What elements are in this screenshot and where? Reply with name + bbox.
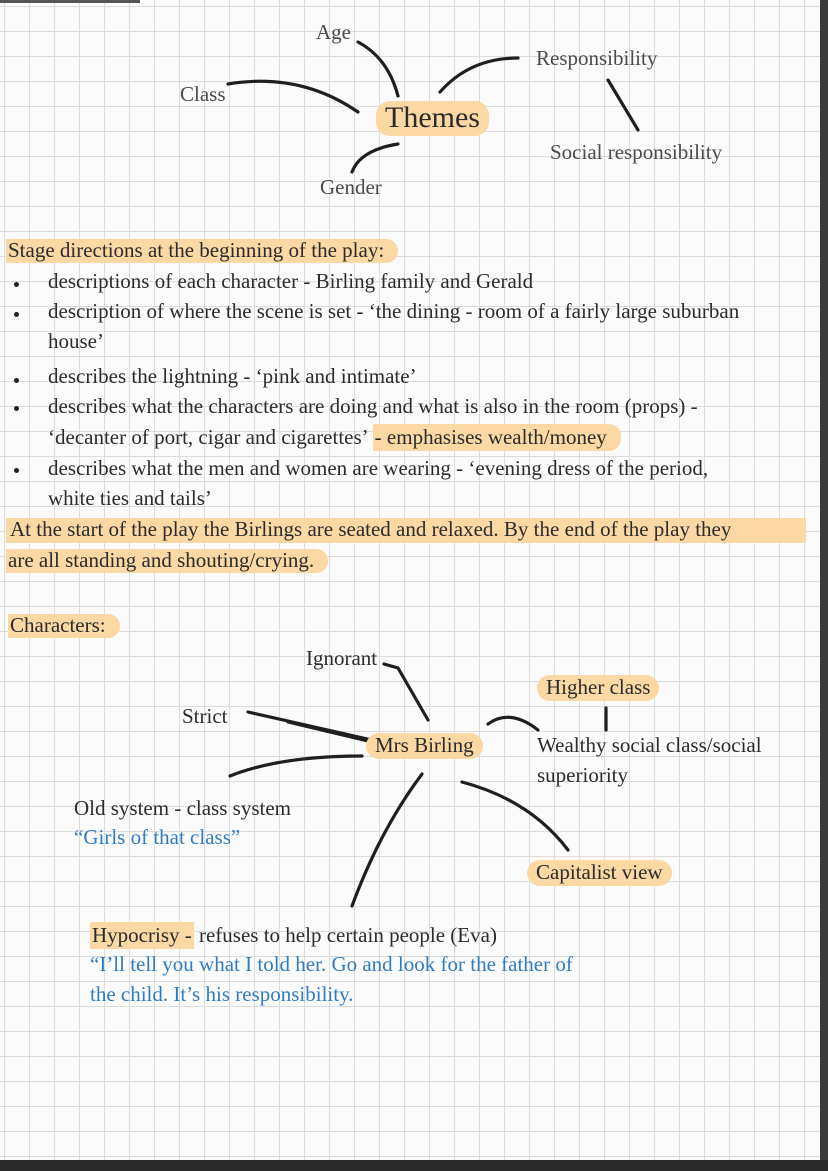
stage-direction-item-2: description of where the scene is set - ‘the dining - room of a fairly large suburban <box>48 299 740 323</box>
stage-directions-heading: Stage directions at the beginning of the play: <box>6 239 398 263</box>
bullet-dot <box>14 378 19 383</box>
bullet-dot <box>14 406 19 411</box>
summary-line-2: are all standing and shouting/crying. <box>6 549 328 573</box>
trait-ignorant: Ignorant <box>306 646 378 670</box>
themes-center-title: Themes <box>376 101 489 136</box>
hypocrisy-highlight: Hypocrisy - <box>92 923 192 947</box>
trait-hypocrisy <box>90 925 497 946</box>
stage-direction-item-5: describes what the men and women are wearing - ‘evening dress of the period, <box>48 456 709 480</box>
theme-class: Class <box>180 82 226 106</box>
stage-direction-item-4-cont <box>48 427 621 448</box>
theme-age: Age <box>316 20 351 44</box>
trait-strict: Strict <box>182 704 228 728</box>
characters-heading: Characters: <box>8 614 120 638</box>
trait-higher-class: Higher class <box>537 675 659 701</box>
stage-direction-item-3: describes the lightning - ‘pink and intimate’ <box>48 364 417 388</box>
trait-old-system: Old system - class system <box>74 796 291 820</box>
page-edge-bottom <box>0 1160 828 1171</box>
theme-social-responsibility: Social responsibility <box>550 140 723 164</box>
old-system-quote: “Girls of that class” <box>74 825 241 849</box>
hypocrisy-quote-line-2: the child. It’s his responsibility. <box>90 982 354 1006</box>
bullet-dot <box>14 312 19 317</box>
trait-capitalist-view: Capitalist view <box>527 860 672 886</box>
props-quote: ‘decanter of port, cigar and cigarettes’ <box>48 425 369 449</box>
page-edge-top <box>0 0 140 3</box>
hypocrisy-text: refuses to help certain people (Eva) <box>193 923 497 947</box>
stage-direction-item-2-cont: house’ <box>48 329 104 353</box>
page-edge-right <box>820 0 828 1171</box>
stage-direction-item-1: descriptions of each character - Birling family and Gerald <box>48 269 534 293</box>
bullet-dot <box>14 468 19 473</box>
theme-responsibility: Responsibility <box>536 46 658 70</box>
trait-wealthy: Wealthy social class/social <box>537 733 762 757</box>
character-center-mrs-birling: Mrs Birling <box>366 733 483 759</box>
bullet-dot <box>14 282 19 287</box>
trait-wealthy-cont: superiority <box>537 763 628 787</box>
stage-direction-item-4: describes what the characters are doing and what is also in the room (props) - <box>48 394 698 418</box>
summary-line-1: At the start of the play the Birlings are seated and relaxed. By the end of the play they <box>6 518 806 543</box>
wealth-highlight: - emphasises wealth/money <box>373 424 621 451</box>
theme-gender: Gender <box>320 175 382 199</box>
stage-direction-item-5-cont: white ties and tails’ <box>48 486 212 510</box>
hypocrisy-quote-line-1: “I’ll tell you what I told her. Go and look for the father of <box>90 952 573 976</box>
